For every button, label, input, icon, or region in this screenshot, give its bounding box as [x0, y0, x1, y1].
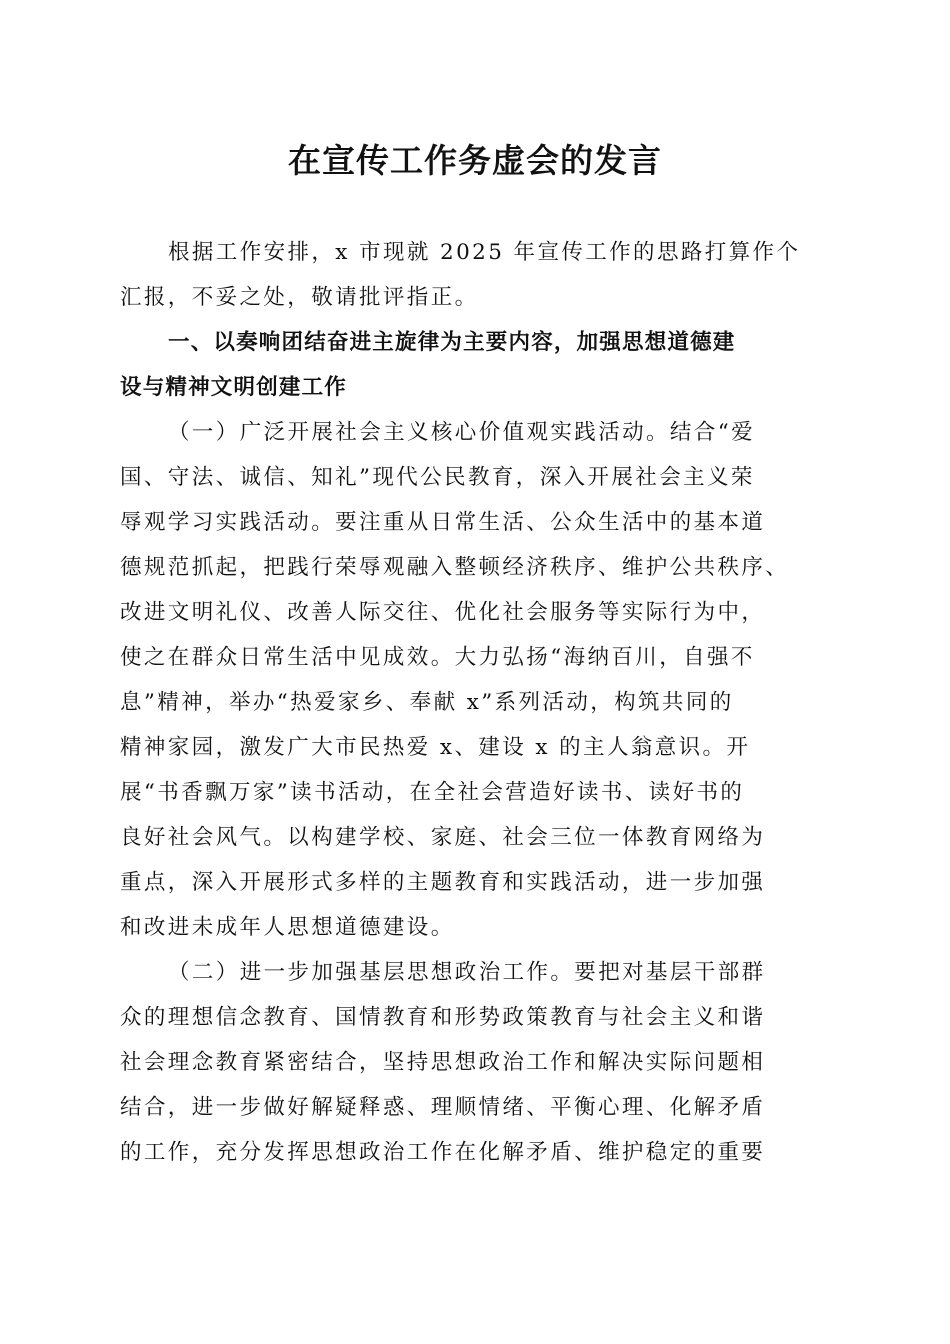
text-line: 社会理念教育紧密结合，坚持思想政治工作和解决实际问题相 [120, 1050, 766, 1075]
text-line: 众的理想信念教育、国情教育和形势政策教育与社会主义和谐 [120, 1005, 766, 1030]
text-line: 汇报，不妥之处，敬请批评指正。 [120, 285, 479, 310]
paragraph-1 [120, 410, 832, 950]
text-line: 的工作，充分发挥思想政治工作在化解矛盾、维护稳定的重要 [120, 1140, 766, 1165]
text-line: 改进文明礼仪、改善人际交往、优化社会服务等实际行为中， [120, 600, 766, 625]
heading-line: 一、以奏响团结奋进主旋律为主要内容，加强思想道德建 [168, 330, 736, 355]
heading-line: 设与精神文明创建工作 [120, 375, 348, 400]
section-heading-1 [120, 320, 832, 410]
text-line: （二）进一步加强基层思想政治工作。要把对基层干部群 [168, 960, 766, 985]
text-line: （一）广泛开展社会主义核心价值观实践活动。结合“爱 [168, 420, 755, 445]
text-line: 根据工作安排，x 市现就 2025 年宣传工作的思路打算作个 [168, 240, 801, 265]
text-line: 精神家园，激发广大市民热爱 x、建设 x 的主人翁意识。开 [120, 735, 751, 760]
paragraph-2 [120, 950, 832, 1175]
text-line: 息”精神，举办“热爱家乡、奉献 x”系列活动，构筑共同的 [120, 690, 734, 715]
text-line: 和改进未成年人思想道德建设。 [120, 915, 455, 940]
text-line: 使之在群众日常生活中见成效。大力弘扬“海纳百川，自强不 [120, 645, 755, 670]
text-line: 辱观学习实践活动。要注重从日常生活、公众生活中的基本道 [120, 510, 766, 535]
text-line: 良好社会风气。以构建学校、家庭、社会三位一体教育网络为 [120, 825, 766, 850]
text-line: 结合，进一步做好解疑释惑、理顺情绪、平衡心理、化解矛盾 [120, 1095, 766, 1120]
text-line: 德规范抓起，把践行荣辱观融入整顿经济秩序、维护公共秩序、 [120, 555, 790, 580]
document-title: 在宣传工作务虚会的发言 [288, 141, 662, 180]
text-line: 展“书香飘万家”读书活动，在全社会营造好读书、读好书的 [120, 780, 745, 805]
intro-paragraph [120, 230, 832, 320]
text-line: 重点，深入开展形式多样的主题教育和实践活动，进一步加强 [120, 870, 766, 895]
text-line: 国、守法、诚信、知礼”现代公民教育，深入开展社会主义荣 [120, 465, 755, 490]
